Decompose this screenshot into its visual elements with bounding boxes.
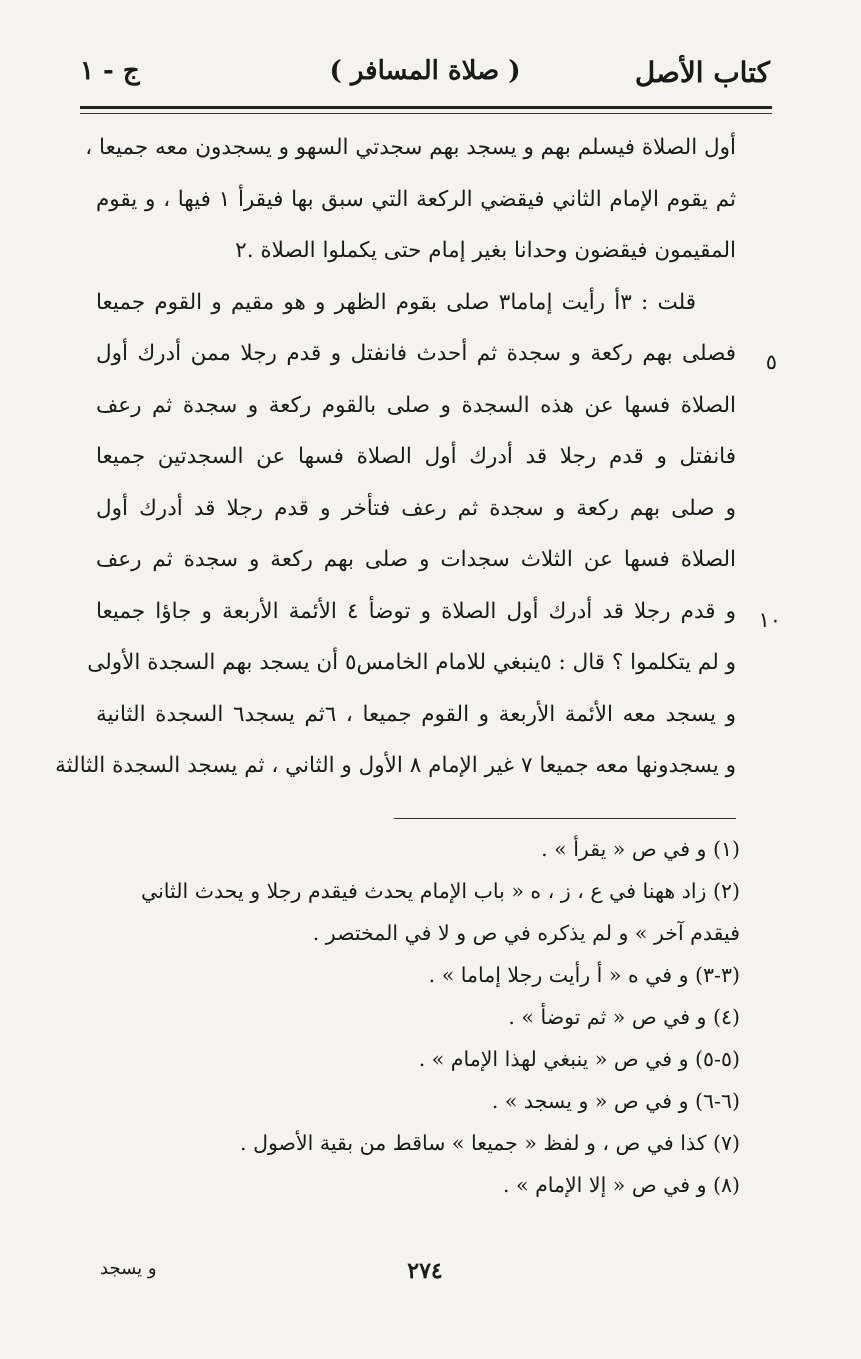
text-line: الصلاة فسها عن هذه السجدة و صلى بالقوم ركعة و سجدة ثم رعف: [96, 392, 736, 418]
footnote: (٥-٥) و في ص « ينبغي لهذا الإمام » .: [418, 1047, 740, 1071]
text-line: و قدم رجلا قد أدرك أول الصلاة و توضأ ٤ الأئمة الأربعة و جاؤا جميعا: [96, 598, 737, 624]
text-line: أول الصلاة فيسلم بهم و يسجد بهم سجدتي السهو و يسجدون معه جميعا ،: [85, 135, 736, 160]
footnote-rule: [394, 818, 736, 819]
header-rule: [80, 106, 772, 109]
footnote: (٤) و في ص « ثم توضأ » .: [508, 1005, 740, 1029]
text-line: المقيمون فيقضون وحدانا بغير إمام حتى يكملوا الصلاة .٢: [235, 238, 736, 263]
text-line: فصلى بهم ركعة و سجدة ثم أحدث فانفتل و قدم رجلا ممن أدرك أول: [96, 341, 736, 366]
chapter-title: ( صلاة المسافر ): [329, 56, 521, 86]
footnote: (٣-٣) و في ه « أ رأيت رجلا إماما » .: [428, 963, 740, 987]
footnote: (٦-٦) و في ص « و يسجد » .: [491, 1089, 740, 1113]
text-line: ثم يقوم الإمام الثاني فيقضي الركعة التي سبق بها فيقرأ ١ فيها ، و يقوم: [96, 186, 736, 212]
book-title: كتاب الأصل: [634, 56, 770, 89]
running-header: [80, 52, 770, 98]
volume-label: ج - ١: [80, 56, 140, 86]
header-rule-thin: [80, 113, 772, 114]
text-line: قلت : ٣أ رأيت إماما٣ صلى بقوم الظهر و هو مقيم و القوم جميعا: [96, 289, 696, 315]
footnote: (٢) زاد ههنا في ع ، ز ، ه « باب الإمام يحدث فيقدم رجلا و يحدث الثاني: [141, 879, 740, 903]
footnote: (٧) كذا في ص ، و لفظ « جميعا » ساقط من بقية الأصول .: [240, 1131, 740, 1155]
text-line: و يسجد معه الأئمة الأربعة و القوم جميعا ، ٦ثم يسجد٦ السجدة الثانية: [96, 701, 736, 727]
text-line: الصلاة فسها عن الثلاث سجدات و صلى بهم ركعة و سجدة ثم رعف: [96, 547, 736, 572]
text-line: و يسجدونها معه جميعا ٧ غير الإمام ٨ الأول و الثاني ، ثم يسجد السجدة الثالثة: [55, 753, 736, 778]
line-number-10: ١٠: [758, 608, 781, 632]
footnote-continuation: فيقدم آخر » و لم يذكره في ص و لا في المختصر .: [312, 921, 740, 945]
footnote: (٨) و في ص « إلا الإمام » .: [502, 1173, 740, 1197]
page-number: ٢٧٤: [407, 1258, 443, 1284]
page-footer: [80, 1258, 770, 1288]
line-number-5: ٥: [765, 350, 777, 374]
text-line: فانفتل و قدم رجلا قد أدرك أول الصلاة فسها عن السجدتين جميعا: [96, 444, 737, 469]
text-line: و صلى بهم ركعة و سجدة ثم رعف فتأخر و قدم رجلا قد أدرك أول: [96, 495, 736, 521]
text-line: و لم يتكلموا ؟ قال : ٥ينبغي للامام الخامس٥ أن يسجد بهم السجدة الأولى: [87, 650, 736, 675]
footnotes: [96, 828, 740, 1206]
main-text: [55, 122, 737, 792]
footnote: (١) و في ص « يقرأ » .: [541, 837, 740, 861]
catchword: و يسجد: [100, 1258, 157, 1279]
